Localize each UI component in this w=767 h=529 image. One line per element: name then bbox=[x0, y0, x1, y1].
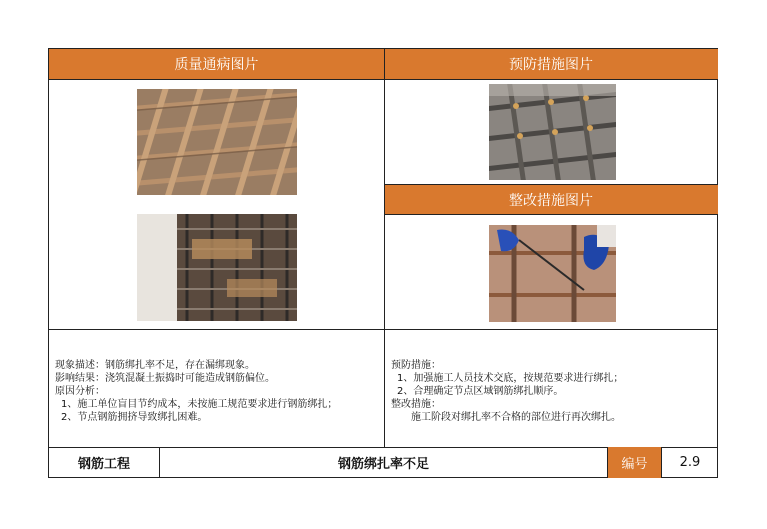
footer-category-text: 钢筋工程 bbox=[77, 457, 130, 472]
column-divider bbox=[384, 49, 385, 447]
photo-text-divider bbox=[49, 329, 718, 330]
measures-line-prevention-1: 1、加强施工人员技术交底，按规范要求进行绑扎； bbox=[397, 373, 624, 384]
description-line-cause-heading: 原因分析： bbox=[55, 386, 105, 397]
footer-title bbox=[160, 447, 608, 478]
footer-number-label-text: 编号 bbox=[621, 457, 648, 472]
footer-title-text: 钢筋绑扎率不足 bbox=[337, 457, 429, 472]
prevention-photos-header bbox=[384, 49, 718, 80]
measures-line-prevention-2: 2、合理确定节点区域钢筋绑扎顺序。 bbox=[397, 386, 564, 397]
description-line-cause-2: 2、节点钢筋拥挤导致绑扎困难。 bbox=[61, 412, 208, 423]
footer-category bbox=[49, 447, 160, 478]
rectification-photos-header bbox=[384, 184, 718, 215]
footer-number-value-text: 2.9 bbox=[679, 455, 701, 470]
footer-number-value bbox=[662, 447, 718, 478]
prevention-photos-title: 预防措施图片 bbox=[509, 57, 593, 73]
footer-number-label bbox=[608, 447, 662, 478]
defect-description bbox=[55, 359, 337, 424]
measures-line-prevention-heading: 预防措施： bbox=[391, 360, 441, 371]
description-line-cause-1: 1、施工单位盲目节约成本，未按施工规范要求进行钢筋绑扎； bbox=[61, 399, 338, 410]
rectification-photos-title: 整改措施图片 bbox=[509, 192, 593, 209]
measures-line-rectification-1: 施工阶段对绑扎率不合格的部位进行再次绑扎。 bbox=[411, 412, 621, 423]
rectification-photo-tying bbox=[489, 225, 616, 322]
defect-sheet bbox=[48, 48, 718, 478]
description-line-impact: 影响结果：浇筑混凝土振捣时可能造成钢筋偏位。 bbox=[55, 373, 275, 384]
defect-photo-rebar-mesh bbox=[137, 89, 297, 195]
measures-line-rectification-heading: 整改措施： bbox=[391, 399, 441, 410]
measures-description bbox=[391, 359, 623, 424]
prevention-photo-tied-rebar bbox=[489, 84, 616, 180]
quality-defect-photos-header bbox=[49, 49, 384, 80]
description-line-phenomenon: 现象描述：钢筋绑扎率不足，存在漏绑现象。 bbox=[55, 360, 255, 371]
defect-photo-column-cage bbox=[137, 214, 297, 321]
quality-defect-photos-title: 质量通病图片 bbox=[174, 57, 259, 73]
